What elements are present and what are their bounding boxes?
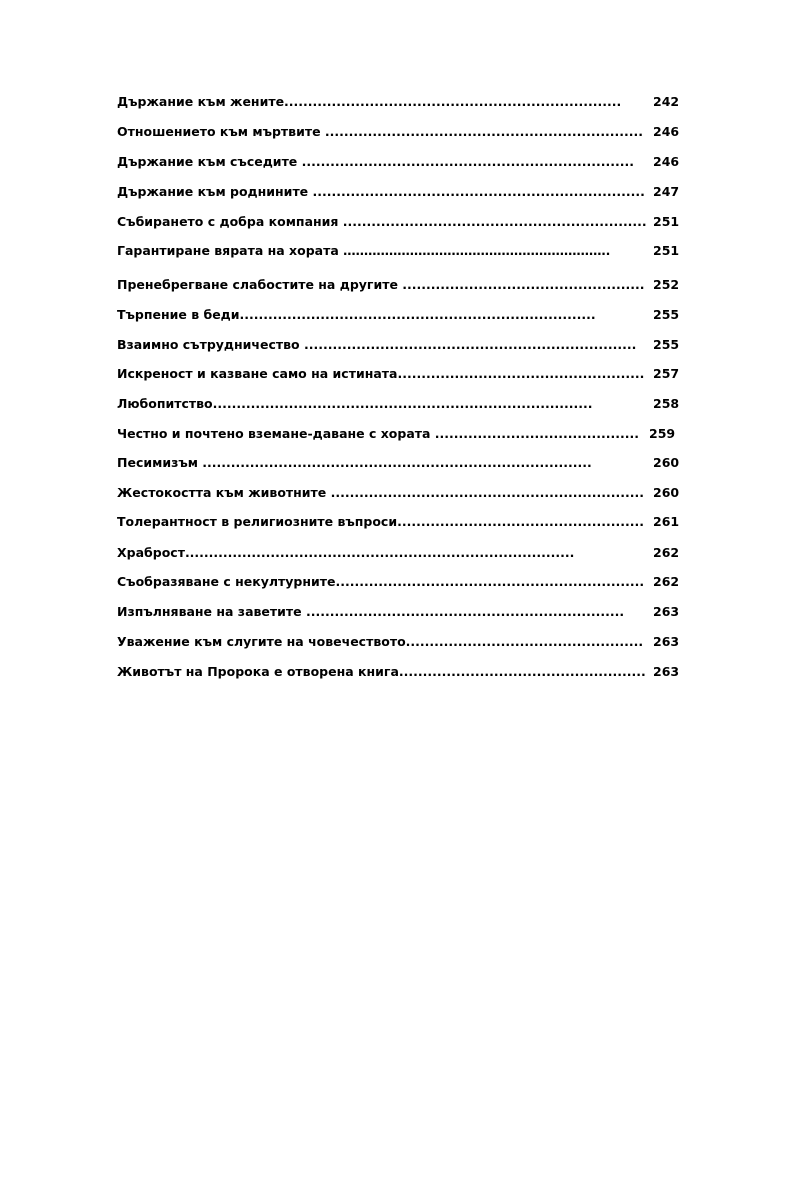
toc-entry-page: 251 [653, 214, 680, 229]
toc-entry-page: 246 [653, 154, 680, 169]
toc-entry-title: Търпение в беди........................................................................... [117, 307, 596, 322]
toc-entry-page: 259 [649, 426, 676, 441]
toc-entry-page: 255 [653, 307, 680, 322]
toc-entry-page: 262 [653, 545, 680, 560]
toc-entry-page: 246 [653, 124, 680, 139]
toc-entry-title: Песимизъм .................................................................................. [117, 455, 592, 470]
toc-entry-page: 247 [653, 184, 680, 199]
toc-entry-title: Любопитство................................................................................ [117, 396, 593, 411]
toc-entry-title: Уважение към слугите на човечеството.................................................. [117, 634, 644, 649]
toc-entry-page: 260 [653, 455, 680, 470]
toc-entry-title: Съобразяване с некултурните................................................................. [117, 574, 645, 589]
toc-entry-page: 255 [653, 337, 680, 352]
toc-entry-page: 263 [653, 634, 680, 649]
toc-entry-title: Отношението към мъртвите ................................................................... [117, 124, 644, 139]
toc-entry-page: 258 [653, 396, 680, 411]
toc-entry-title: Искреност и казване само на истината.................................................... [117, 366, 645, 381]
toc-entry-title: Държание към съседите ...................................................................... [117, 154, 635, 169]
toc-entry-title: Животът на Пророка е отворена книга.................................................... [117, 664, 646, 679]
toc-entry-title: Събирането с добра компания ................................................................ [117, 214, 647, 229]
toc-entry-page: 261 [653, 514, 680, 529]
toc-entry-title: Гарантиране вярата на хората ………………………………………………………. [117, 243, 611, 258]
toc-entry-page: 242 [653, 94, 680, 109]
toc-entry-page: 262 [653, 574, 680, 589]
toc-entry-title: Жестокостта към животните .................................................................. [117, 485, 645, 500]
toc-entry-page: 252 [653, 277, 680, 292]
toc-entry-title: Изпълняване на заветите ................................................................... [117, 604, 625, 619]
toc-entry-title: Храброст.................................................................................. [117, 545, 575, 560]
toc-entry-page: 260 [653, 485, 680, 500]
toc-entry-title: Пренебрегване слабостите на другите ................................................... [117, 277, 645, 292]
toc-entry-title: Държание към роднините ...................................................................... [117, 184, 645, 199]
toc-entry-title: Толерантност в религиозните въпроси.................................................... [117, 514, 645, 529]
toc-entry-page: 251 [653, 243, 680, 258]
toc-entry-title: Взаимно сътрудничество ...................................................................... [117, 337, 637, 352]
toc-entry-page: 257 [653, 366, 680, 381]
toc-entry-page: 263 [653, 604, 680, 619]
toc-entry-page: 263 [653, 664, 680, 679]
toc-entry-title: Държание към жените....................................................................... [117, 94, 622, 109]
toc-entry-title: Честно и почтено вземане-даване с хората ........................................... [117, 426, 639, 441]
